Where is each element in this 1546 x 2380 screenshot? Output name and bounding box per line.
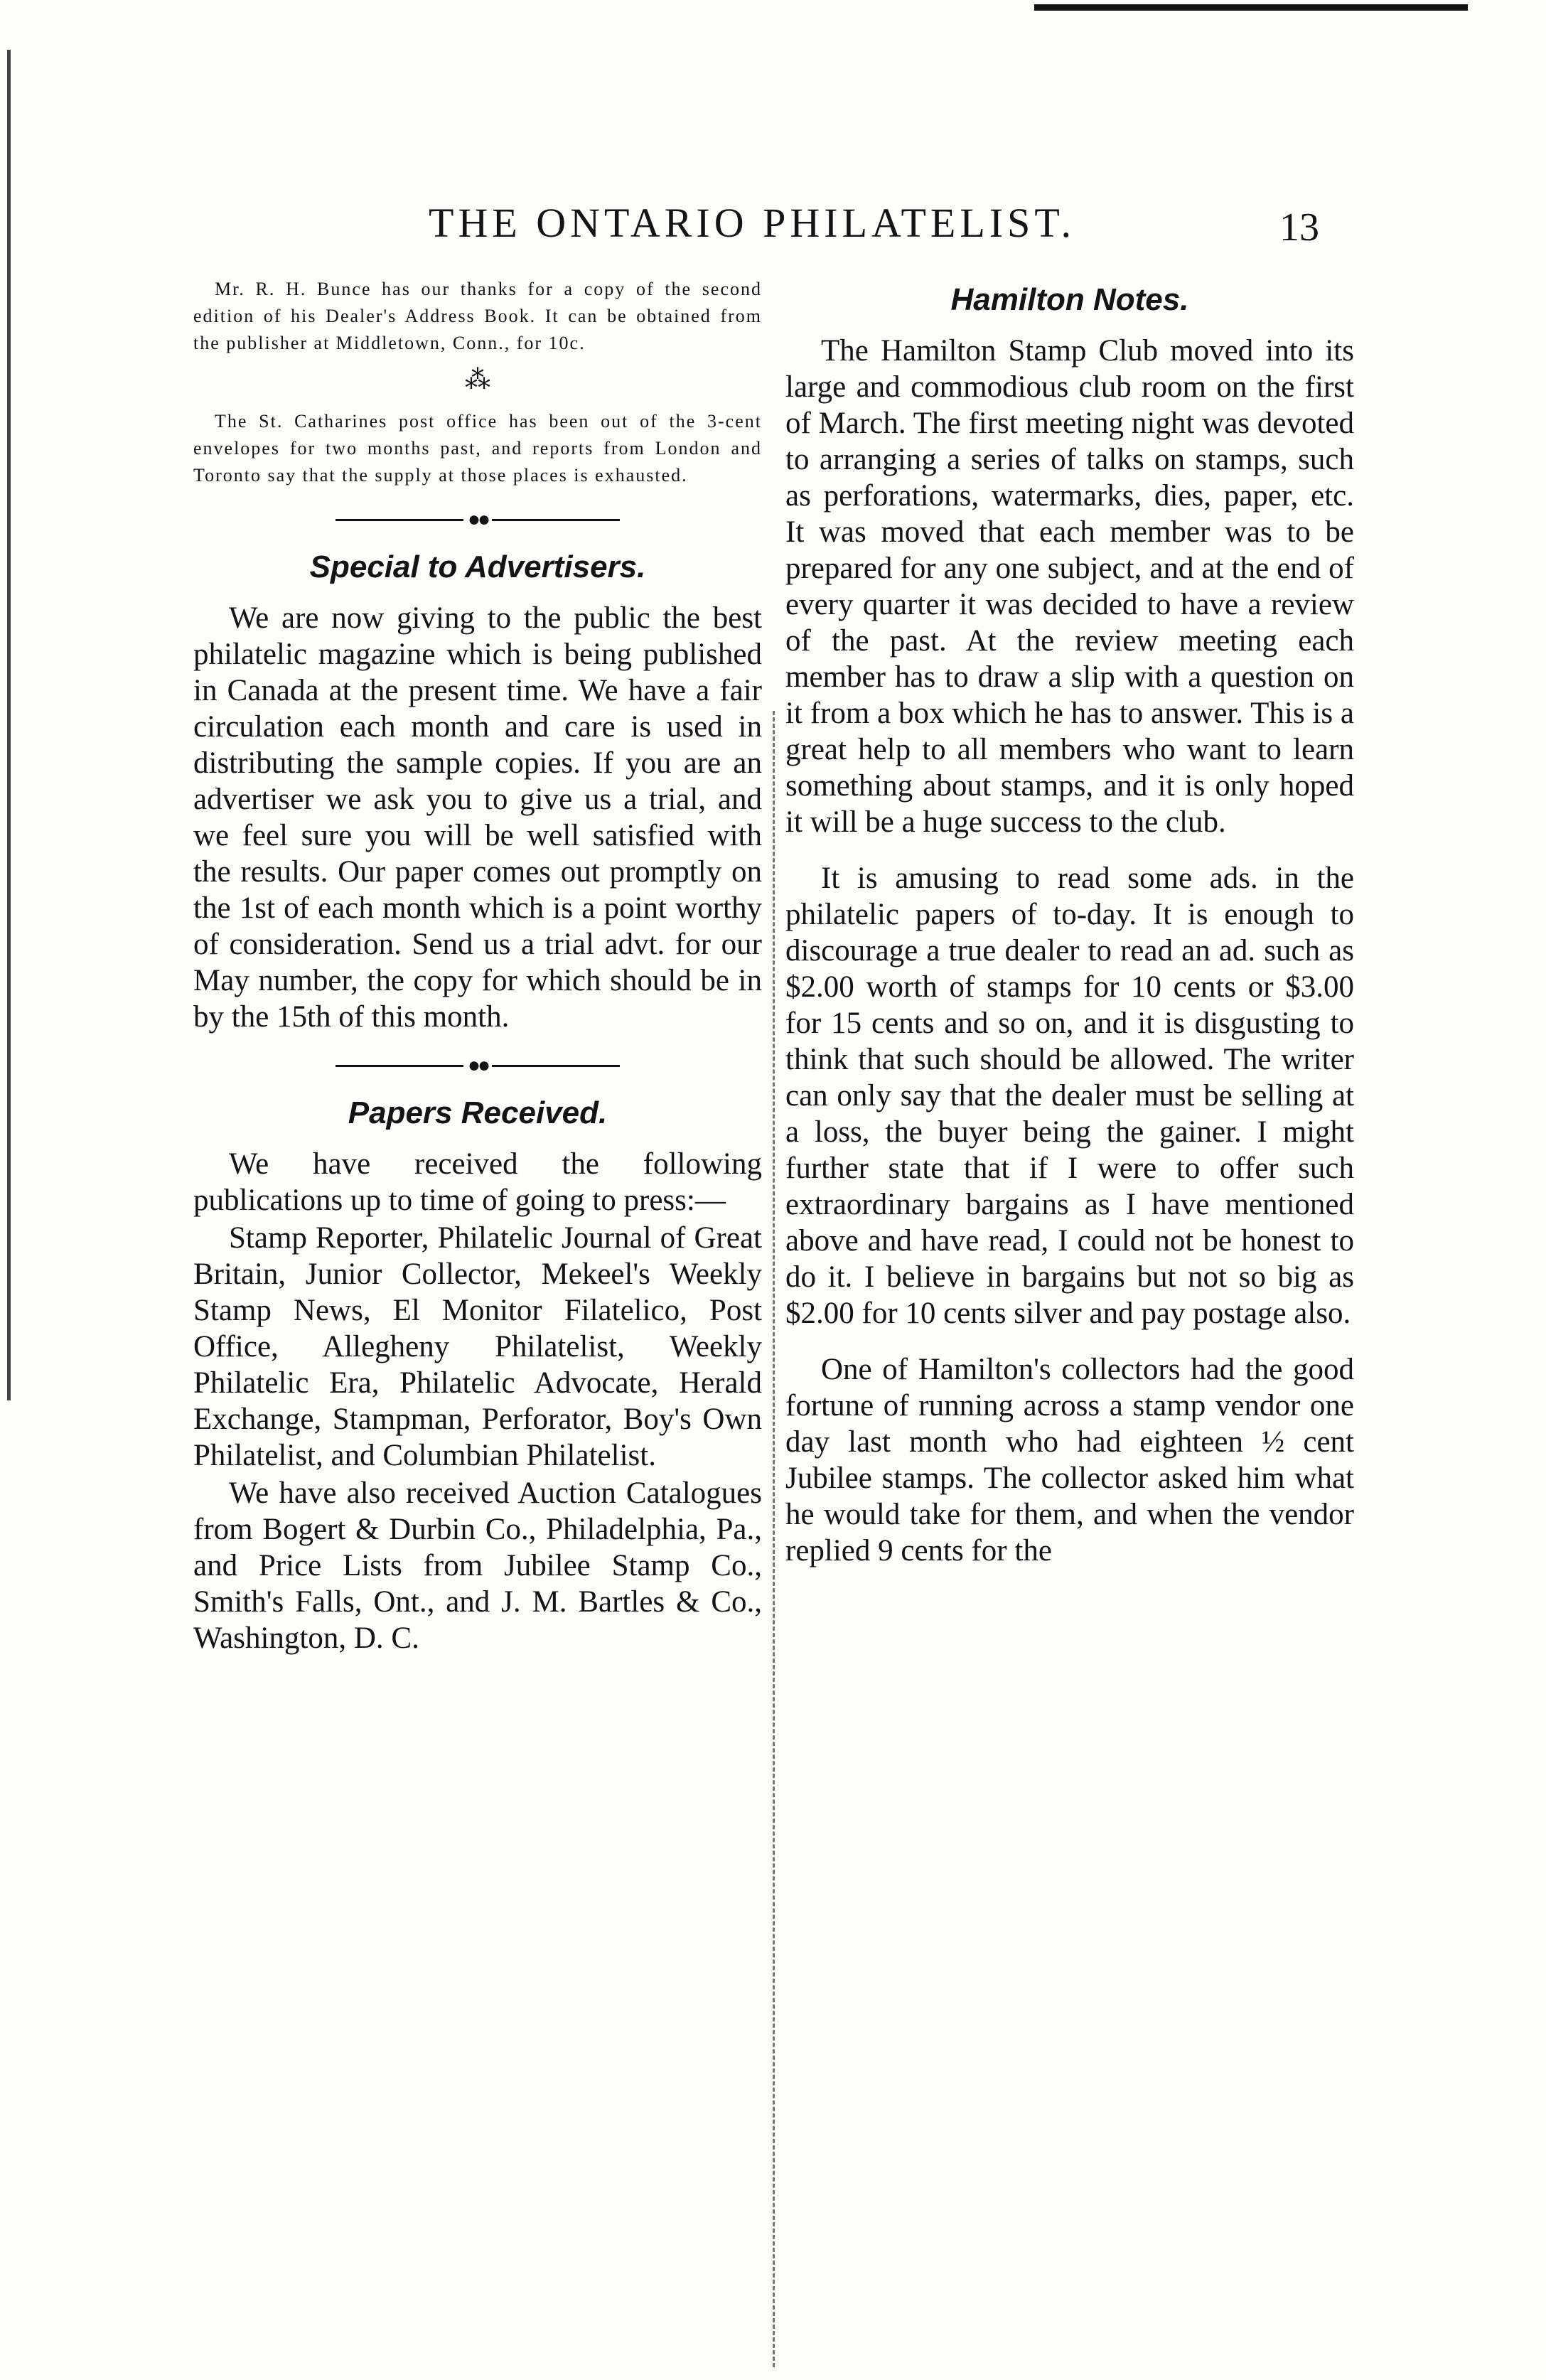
top-rule (1034, 4, 1468, 11)
paragraph-gap (785, 1333, 1354, 1351)
papers-received-intro: We have received the following publications up to time of going to press:— (193, 1147, 762, 1217)
ornament-dots: ●● (467, 1054, 488, 1077)
papers-received-list: Stamp Reporter, Philatelic Journal of Great Britain, Junior Collector, Mekeel's Weekly Stamp News, El Monitor Filatelico, Post Office, Allegheny Philatelist, Weekly Philatelic Era, Philatelic Advocate, Herald Exchange, Stampman, Perforator, Boy's Own Philatelist, and Columbian Philatelist. (193, 1221, 762, 1472)
heading-hamilton-notes: Hamilton Notes. (950, 282, 1189, 317)
ornament-dots: ●● (467, 508, 488, 531)
ornament-line-left (335, 1065, 463, 1067)
heading-special-to-advertisers: Special to Advertisers. (309, 550, 646, 584)
ornament-line-left (335, 519, 463, 521)
page-header (0, 199, 1546, 263)
hamilton-notes-p2: It is amusing to read some ads. in the philatelic papers of to-day. It is enough to discourage a true dealer to read an ad. such as $2.00 worth of stamps for 10 cents or $3.00 for 15 cents and so on, and it is disgusting to think that such should be allowed. The writer can only say that the dealer must be selling at a loss, the buyer being the gainer. I might further state that if I were to offer such extraordinary bargains as I have mentioned above and have read, I could not be honest to do it. I believe in bargains but not so big as $2.00 for 10 cents silver and pay postage also. (785, 862, 1354, 1330)
ornament-divider-2 (193, 1054, 762, 1078)
ornament-line-right (492, 1065, 620, 1067)
ornament-line-right (492, 519, 620, 521)
column-divider (773, 711, 775, 2367)
left-column (193, 276, 762, 1658)
asterism-separator: ⁂ (465, 365, 490, 394)
papers-received-also: We have also received Auction Catalogues from Bogert & Durbin Co., Philadelphia, Pa., and Price Lists from Jubilee Stamp Co., Smith's Falls, Ont., and J. M. Bartles & Co., Washington, D. C. (193, 1476, 762, 1655)
heading-papers-received: Papers Received. (348, 1095, 608, 1130)
hamilton-notes-p3: One of Hamilton's collectors had the good fortune of running across a stamp vendor one day last month who had eighteen ½ cent Jubilee stamps. The collector asked him what he would take for them, and when the vendor replied 9 cents for the (785, 1353, 1354, 1567)
ornament-divider (193, 508, 762, 532)
hamilton-notes-p1: The Hamilton Stamp Club moved into its large and commodious club room on the first of March. The first meeting night was devoted to arranging a series of talks on stamps, such as perforations, watermarks, dies, paper, etc. It was moved that each member was to be prepared for any one subject, and at the end of every quarter it was decided to have a review of the past. At the review meeting each member has to draw a slip with a question on it from a box which he has to answer. This is a great help to all members who want to learn something about stamps, and it is only hoped it will be a huge success to the club. (785, 334, 1354, 839)
paragraph-gap (785, 842, 1354, 860)
publication-title: THE ONTARIO PHILATELIST. (429, 200, 1075, 246)
page-number: 13 (1279, 205, 1319, 250)
notice-st-catharines: The St. Catharines post office has been out of the 3-cent envelopes for two months past, and reports from London and Toronto say that the supply at those places is exhausted. (193, 411, 762, 486)
notice-bunce: Mr. R. H. Bunce has our thanks for a copy of the second edition of his Dealer's Address Book. It can be obtained from the publisher at Middletown, Conn., for 10c. (193, 279, 762, 353)
special-to-advertisers-body: We are now giving to the public the best philatelic magazine which is being published in Canada at the present time. We have a fair circulation each month and care is used in distributing the sample copies. If you are an advertiser we ask you to give us a trial, and we feel sure you will be well satisfied with the results. Our paper comes out promptly on the 1st of each month which is a point worthy of consideration. Send us a trial advt. for our May number, the copy for which should be in by the 15th of this month. (193, 601, 762, 1034)
right-column (785, 276, 1354, 1570)
